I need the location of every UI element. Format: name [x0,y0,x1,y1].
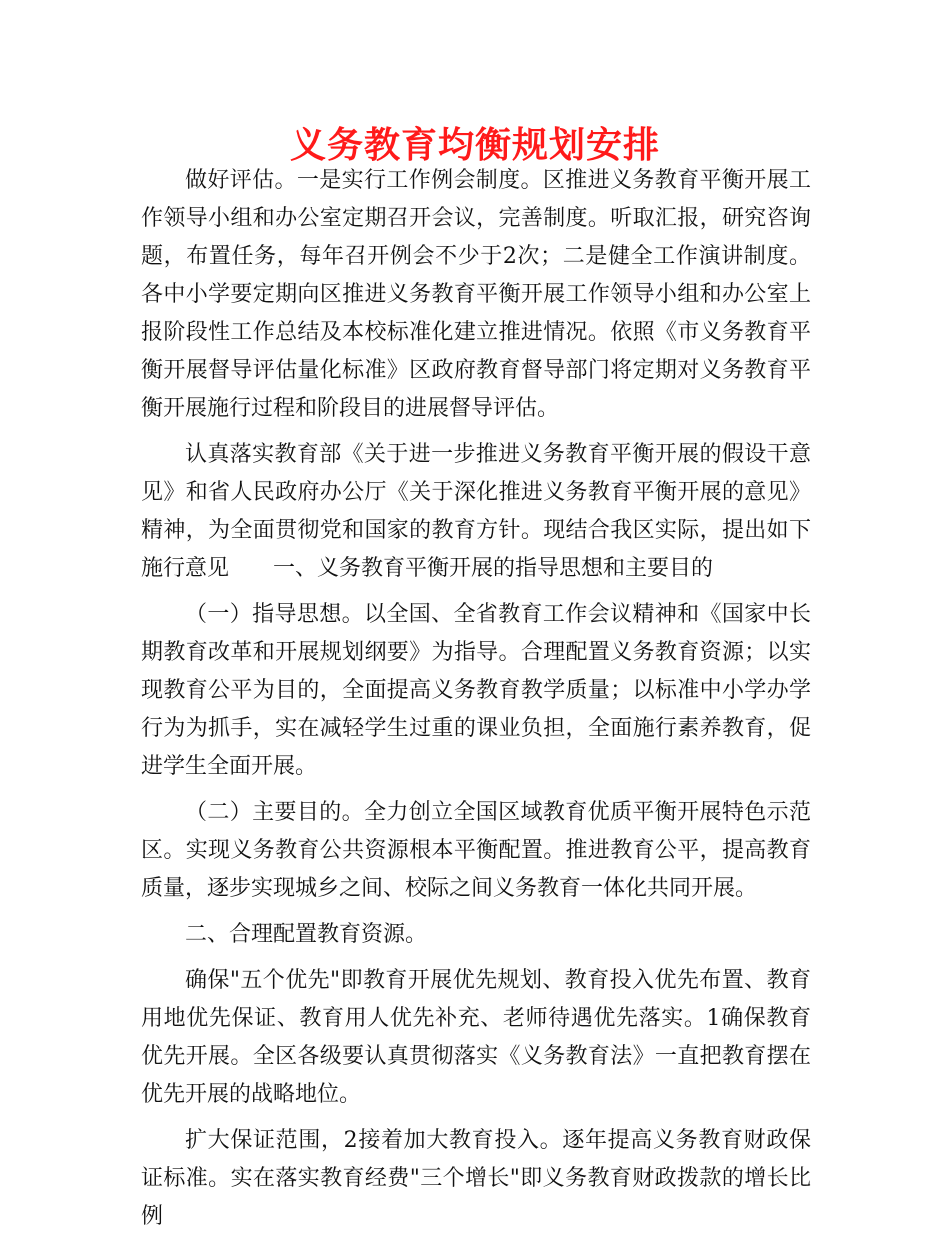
document-title: 义务教育均衡规划安排 [289,125,660,166]
paragraph-guiding-thought: （一）指导思想。以全国、全省教育工作会议精神和《国家中长期教育改革和开展规划纲要》为指导。合理配置义务教育资源；以实现教育公平为目的，全面提高义务教育教学质量；以标准中小学办学行为为抓手，实在减轻学生过重的课业负担，全面施行素养教育，促进学生全面开展。 [141,602,811,779]
paragraph-evaluation: 做好评估。一是实行工作例会制度。区推进义务教育平衡开展工作领导小组和办公室定期召开会议，完善制度。听取汇报，研究咨询题，布置任务，每年召开例会不少于2次；二是健全工作演讲制度。各中小学要定期向区推进义务教育平衡开展工作领导小组和办公室上报阶段性工作总结及本校标准化建立推进情况。依照《市义务教育平衡开展督导评估量化标准》区政府教育督导部门将定期对义务教育平衡开展施行过程和阶段目的进展督导评估。 [141,168,811,421]
section-heading-resources: 二、合理配置教育资源。 [185,922,428,947]
document-body [141,162,811,1236]
paragraph-five-priorities: 确保"五个优先"即教育开展优先规划、教育投入优先布置、教育用地优先保证、教育用人优先补充、老师待遇优先落实。1确保教育优先开展。全区各级要认真贯彻落实《义务教育法》一直把教育摆在优先开展的战略地位。 [141,968,811,1107]
paragraph-implementation: 认真落实教育部《关于进一步推进义务教育平衡开展的假设干意见》和省人民政府办公厅《关于深化推进义务教育平衡开展的意见》精神，为全面贯彻党和国家的教育方针。现结合我区实际，提出如下施行意见 一、义务教育平衡开展的指导思想和主要目的 [141,442,811,581]
paragraph-main-goal: （二）主要目的。全力创立全国区域教育优质平衡开展特色示范区。实现义务教育公共资源根本平衡配置。推进教育公平，提高教育质量，逐步实现城乡之间、校际之间义务教育一体化共同开展。 [141,800,811,901]
paragraph-investment: 扩大保证范围，2接着加大教育投入。逐年提高义务教育财政保证标准。实在落实教育经费"三个增长"即义务教育财政拨款的增长比例 [141,1128,811,1229]
